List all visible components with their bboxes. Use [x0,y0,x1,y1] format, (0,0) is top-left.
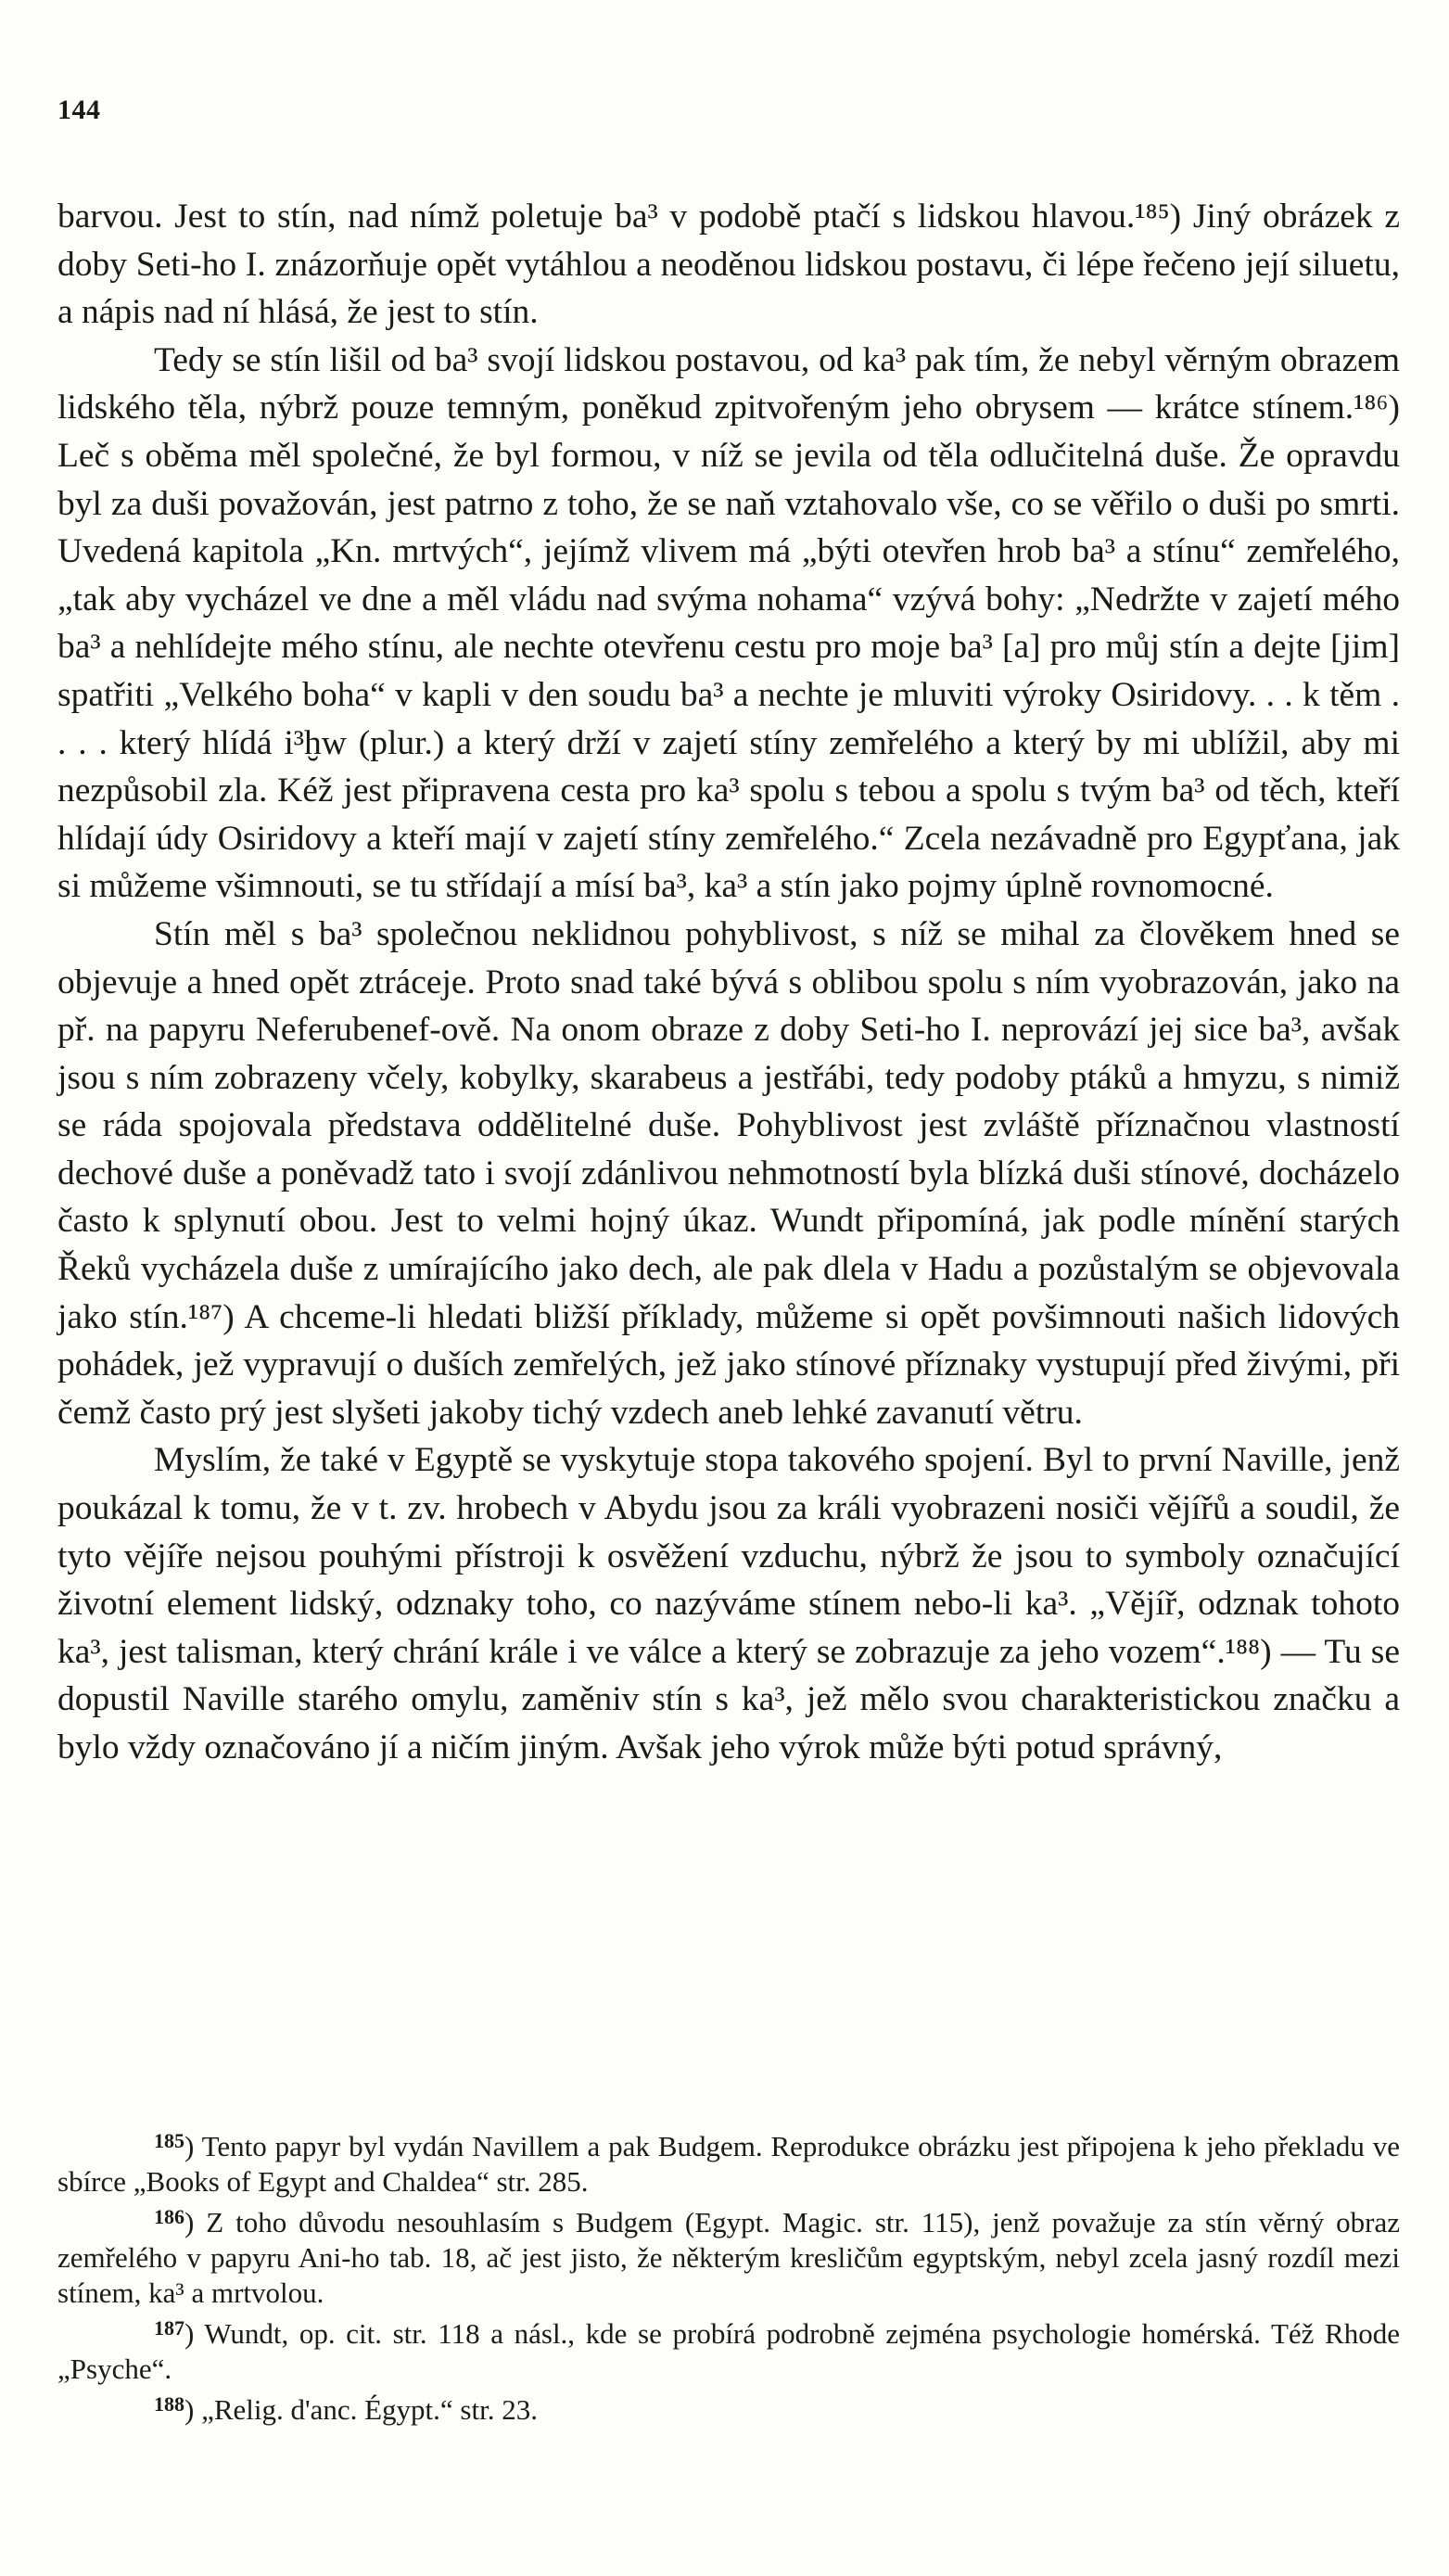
paragraph-3: Stín měl s ba³ společnou neklidnou pohyblivost, s níž se mihal za člověkem hned se objevuje a hned opět ztráceje. Proto snad také bývá s oblibou spolu s ním vyobrazován, jako na př. na papyru Neferubenef-ově. Na onom obraze z doby Seti-ho I. neprovází jej sice ba³, avšak jsou s ním zobrazeny včely, kobylky, skarabeus a jestřábi, tedy podoby ptáků a hmyzu, s nimiž se ráda spojovala představa oddělitelné duše. Pohyblivost jest zvláště příznačnou vlastností dechové duše a poněvadž tato i svojí zdánlivou nehmotností byla blízká duši stínové, docházelo často k splynutí obou. Jest to velmi hojný úkaz. Wundt připomíná, jak podle mínění starých Řeků vycházela duše z umírajícího jako dech, ale pak dlela v Hadu a pozůstalým se objevovala jako stín.¹⁸⁷) A chceme-li hledati bližší příklady, můžeme si opět povšimnouti našich lidových pohádek, jež vypravují o duších zemřelých, jež jako stínové příznaky vystupují před živými, při čemž často prý jest slyšeti jakoby tichý vzdech aneb lehké zavanutí větru. [57,914,1400,1432]
footnotes [57,2123,1400,2428]
page-number: 144 [57,95,101,125]
body-text [57,193,1400,1772]
footnote-number: 188 [154,2392,184,2416]
paragraph-4: Myslím, že také v Egyptě se vyskytuje stopa takového spojení. Byl to první Naville, jenž poukázal k tomu, že v t. zv. hrobech v Abydu jsou za králi vyobrazeni nosiči vějířů a soudil, že tyto vějíře nejsou pouhými přístroji k osvěžení vzduchu, nýbrž že jsou to symboly označující životní element lidský, odznaky toho, co nazýváme stínem nebo-li ka³. „Vějíř, odznak tohoto ka³, jest talisman, který chrání krále i ve válce a který se zobrazuje za jeho vozem“.¹⁸⁸) — Tu se dopustil Naville starého omylu, zaměniv stín s ka³, jež mělo svou charakteristickou značku a bylo vždy označováno jí a ničím jiným. Avšak jeho výrok může býti potud správný, [57,1441,1400,1766]
footnote-text: ) Z toho důvodu nesouhlasím s Budgem (Egypt. Magic. str. 115), jenž považuje za stín věrný obraz zemřelého v papyru Ani-ho tab. 18, ač jest jisto, že některým kresličům egyptským, nebyl zcela jasný rozdíl mezi stínem, ka³ a mrtvolou. [57,2206,1400,2309]
footnote-number: 185 [154,2129,184,2152]
footnote-187 [57,2311,1400,2387]
paragraph-1: barvou. Jest to stín, nad nímž poletuje ba³ v podobě ptačí s lidskou hlavou.¹⁸⁵) Jiný obrázek z doby Seti-ho I. znázorňuje opět vytáhlou a neoděnou lidskou postavu, či lépe řečeno její siluetu, a nápis nad ní hlásá, že jest to stín. [57,198,1400,332]
footnote-185 [57,2123,1400,2200]
footnote-number: 187 [154,2316,184,2340]
paragraph-2: Tedy se stín lišil od ba³ svojí lidskou postavou, od ka³ pak tím, že nebyl věrným obrazem lidského těla, nýbrž pouze temným, poněkud zpitvořeným jeho obrysem — krátce stínem.¹⁸⁶) Leč s oběma měl společné, že byl formou, v níž se jevila od těla odlučitelná duše. Že opravdu byl za duši považován, jest patrno z toho, že se naň vztahovalo vše, co se věřilo o duši po smrti. Uvedená kapitola „Kn. mrtvých“, jejímž vlivem má „býti otevřen hrob ba³ a stínu“ zemřelého, „tak aby vycházel ve dne a měl vládu nad svýma nohama“ vzývá bohy: „Nedržte v zajetí mého ba³ a nehlídejte mého stínu, ale nechte otevřenu cestu pro moje ba³ [a] pro můj stín a dejte [jim] spatřiti „Velkého boha“ v kapli v den soudu ba³ a nechte je mluviti výroky Osiridovy. . . k těm . . . . který hlídá i³ḫw (plur.) a který drží v zajetí stíny zemřelého a který by mi ublížil, aby mi nezpůsobil zla. Kéž jest připravena cesta pro ka³ spolu s tebou a spolu s tvým ba³ od těch, kteří hlídají údy Osiridovy a kteří mají v zajetí stíny zemřelého.“ Zcela nezávadně pro Egypťana, jak si můžeme všimnouti, se tu střídají a mísí ba³, ka³ a stín jako pojmy úplně rovnomocné. [57,340,1400,906]
footnote-188 [57,2387,1400,2428]
footnote-186 [57,2200,1400,2311]
footnote-text: ) Tento papyr byl vydán Navillem a pak Budgem. Reprodukce obrázku jest připojena k jeho překladu ve sbírce „Books of Egypt and Chaldea“ str. 285. [57,2130,1400,2198]
footnote-number: 186 [154,2205,184,2228]
footnote-text: ) Wundt, op. cit. str. 118 a násl., kde se probírá podrobně zejména psychologie homérská. Též Rhode „Psyche“. [57,2317,1400,2385]
footnote-text: ) „Relig. d'anc. Égypt.“ str. 23. [184,2393,538,2426]
